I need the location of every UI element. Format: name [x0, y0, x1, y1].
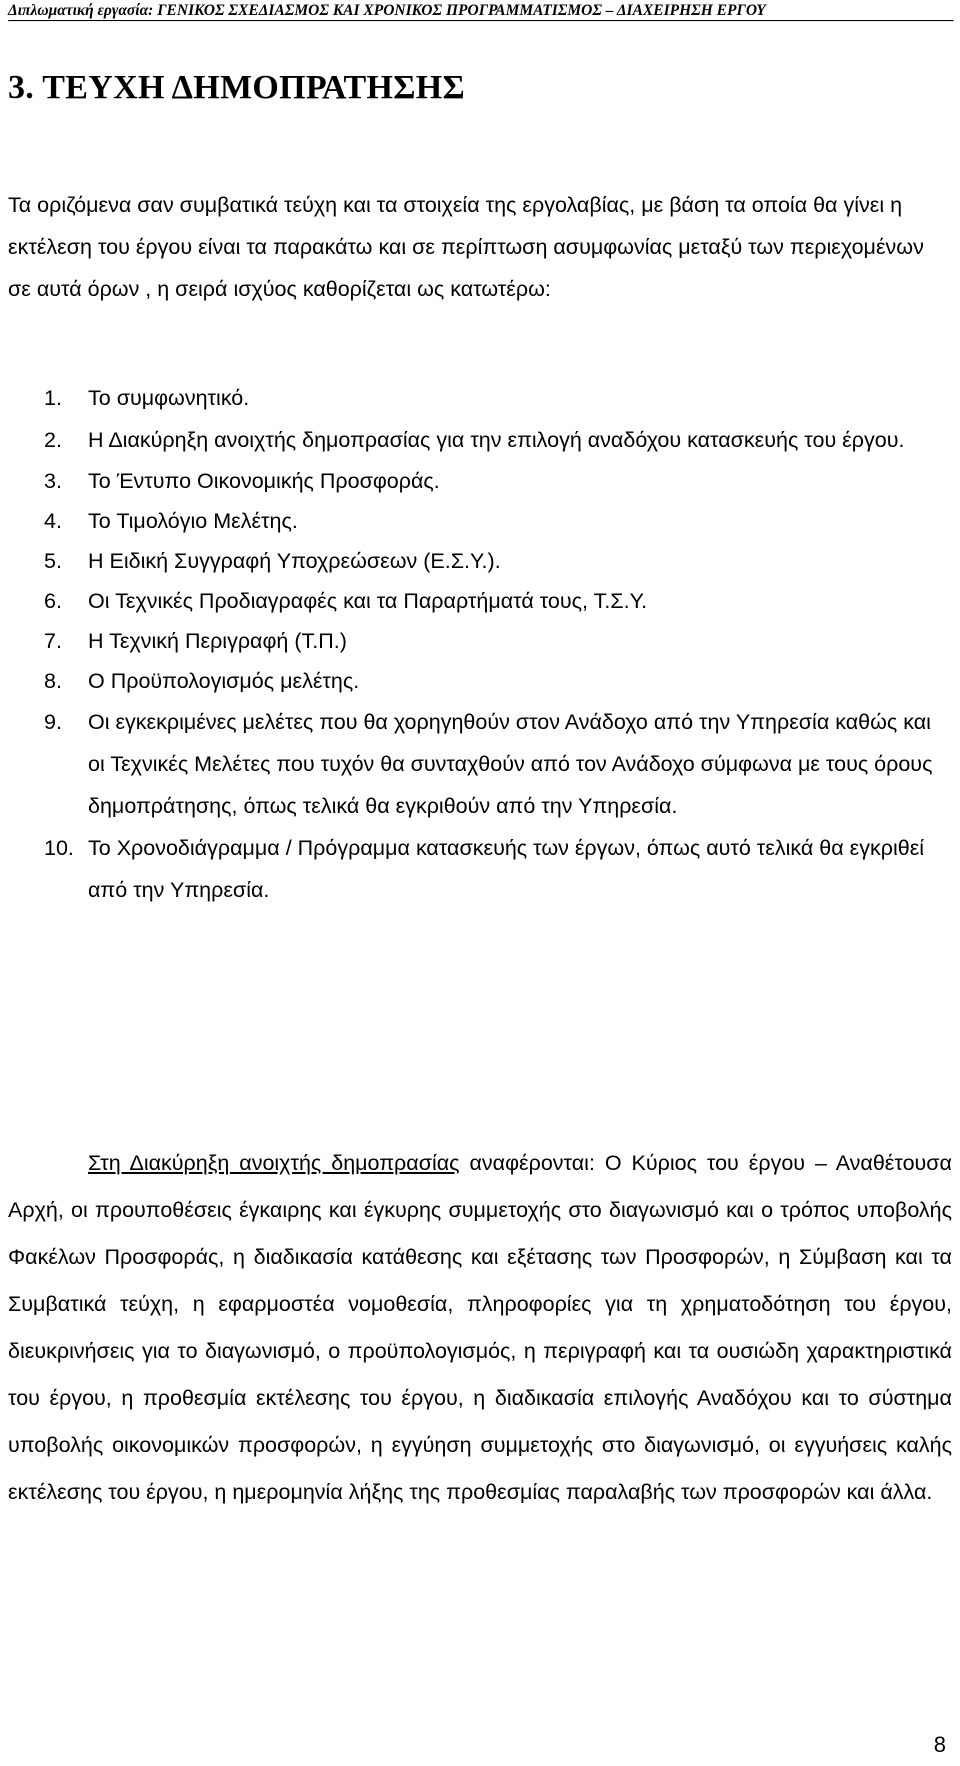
underlined-term: Στη Διακύρηξη ανοιχτής δημοπρασίας	[88, 1151, 460, 1175]
list-item	[44, 621, 952, 661]
list-item-text: Οι εγκεκριμένες μελέτες που θα χορηγηθούν στον Ανάδοχο από την Υπηρεσία καθώς και οι Τεχνικές Μελέτες που τυχόν θα συνταχθούν από τον Ανάδοχο σύμφωνα με τους όρους δημοπράτησης, όπως τελικά θα εγκριθούν από την Υπηρεσία.	[88, 710, 933, 818]
intro-paragraph: Τα οριζόμενα σαν συμβατικά τεύχη και τα στοιχεία της εργολαβίας, με βάση τα οποία θα γίνει η εκτέλεση του έργου είναι τα παρακάτω και σε περίπτωση ασυμφωνίας μεταξύ των περιεχομένων σε αυτά όρων , η σειρά ισχύος καθορίζεται ως κατωτέρω:	[8, 193, 924, 301]
list-item	[44, 661, 952, 701]
list-item	[44, 501, 952, 541]
list-item-text: Η Διακύρηξη ανοιχτής δημοπρασίας για την επιλογή αναδόχου κατασκευής του έργου.	[88, 428, 905, 452]
tender-notice-paragraph	[8, 1140, 952, 1516]
list-item-text: Η Τεχνική Περιγραφή (Τ.Π.)	[88, 629, 347, 653]
running-header: Διπλωματική εργασία: ΓΕΝΙΚΟΣ ΣΧΕΔΙΑΣΜΟΣ ΚΑΙ ΧΡΟΝΙΚΟΣ ΠΡΟΓΡΑΜΜΑΤΙΣΜΟΣ – ΔΙΑΧΕΙΡΗΣΗ ΕΡΓΟΥ	[8, 2, 766, 19]
list-item-number: 6.	[44, 589, 62, 613]
list-item-text: Οι Τεχνικές Προδιαγραφές και τα Παραρτήματά τους, Τ.Σ.Υ.	[88, 589, 648, 613]
list-item	[44, 581, 952, 621]
contract-documents-list	[44, 377, 952, 911]
list-item	[44, 541, 952, 581]
header-divider	[8, 20, 954, 22]
list-item-text: Το Έντυπο Οικονομικής Προσφοράς.	[88, 469, 440, 493]
list-item	[44, 419, 952, 461]
list-item-number: 3.	[44, 469, 62, 493]
list-item	[44, 377, 952, 419]
list-item-text: Το Χρονοδιάγραμμα / Πρόγραμμα κατασκευής των έργων, όπως αυτό τελικά θα εγκριθεί από την Υπηρεσία.	[88, 836, 925, 902]
list-item-number: 4.	[44, 509, 62, 533]
section-title: 3. ΤΕΥΧΗ ΔΗΜΟΠΡΑΤΗΣΗΣ	[8, 69, 466, 106]
list-item	[44, 827, 952, 911]
paragraph-text: αναφέρονται: Ο Κύριος του έργου – Αναθέτουσα Αρχή, οι προυποθέσεις έγκαιρης και έγκυρης συμμετοχής στο διαγωνισμό και ο τρόπος υποβολής Φακέλων Προσφοράς, η διαδικασία κατάθεσης και εξέτασης των Προσφορών, η Σύμβαση και τα Συμβατικά τεύχη, η εφαρμοστέα νομοθεσία, πληροφορίες για τη χρηματοδότηση του έργου, διευκρινήσεις για το διαγωνισμό, ο προϋπολογισμός, η περιγραφή και τα ουσιώδη χαρακτηριστικά του έργου, η προθεσμία εκτέλεσης του έργου, η διαδικασία επιλογής Αναδόχου και το σύστημα υποβολής οικονομικών προσφορών, η εγγύηση συμμετοχής στο διαγωνισμό, οι εγγυήσεις καλής εκτέλεσης του έργου, η ημερομηνία λήξης της προθεσμίας παραλαβής των προσφορών και άλλα.	[8, 1151, 952, 1504]
list-item-text: Ο Προϋπολογισμός μελέτης.	[88, 669, 360, 693]
list-item-number: 5.	[44, 549, 62, 573]
list-item-number: 7.	[44, 629, 62, 653]
list-item	[44, 461, 952, 501]
list-item-number: 1.	[44, 386, 62, 410]
list-item-number: 10.	[44, 836, 74, 860]
list-item-text: Το Τιμολόγιο Μελέτης.	[88, 509, 298, 533]
page-number: 8	[933, 1732, 946, 1757]
list-item-text: Το συμφωνητικό.	[88, 386, 250, 410]
list-item-number: 8.	[44, 669, 62, 693]
list-item	[44, 701, 952, 827]
list-item-number: 2.	[44, 428, 62, 452]
list-item-text: Η Ειδική Συγγραφή Υποχρεώσεων (Ε.Σ.Υ.).	[88, 549, 501, 573]
list-item-number: 9.	[44, 710, 62, 734]
